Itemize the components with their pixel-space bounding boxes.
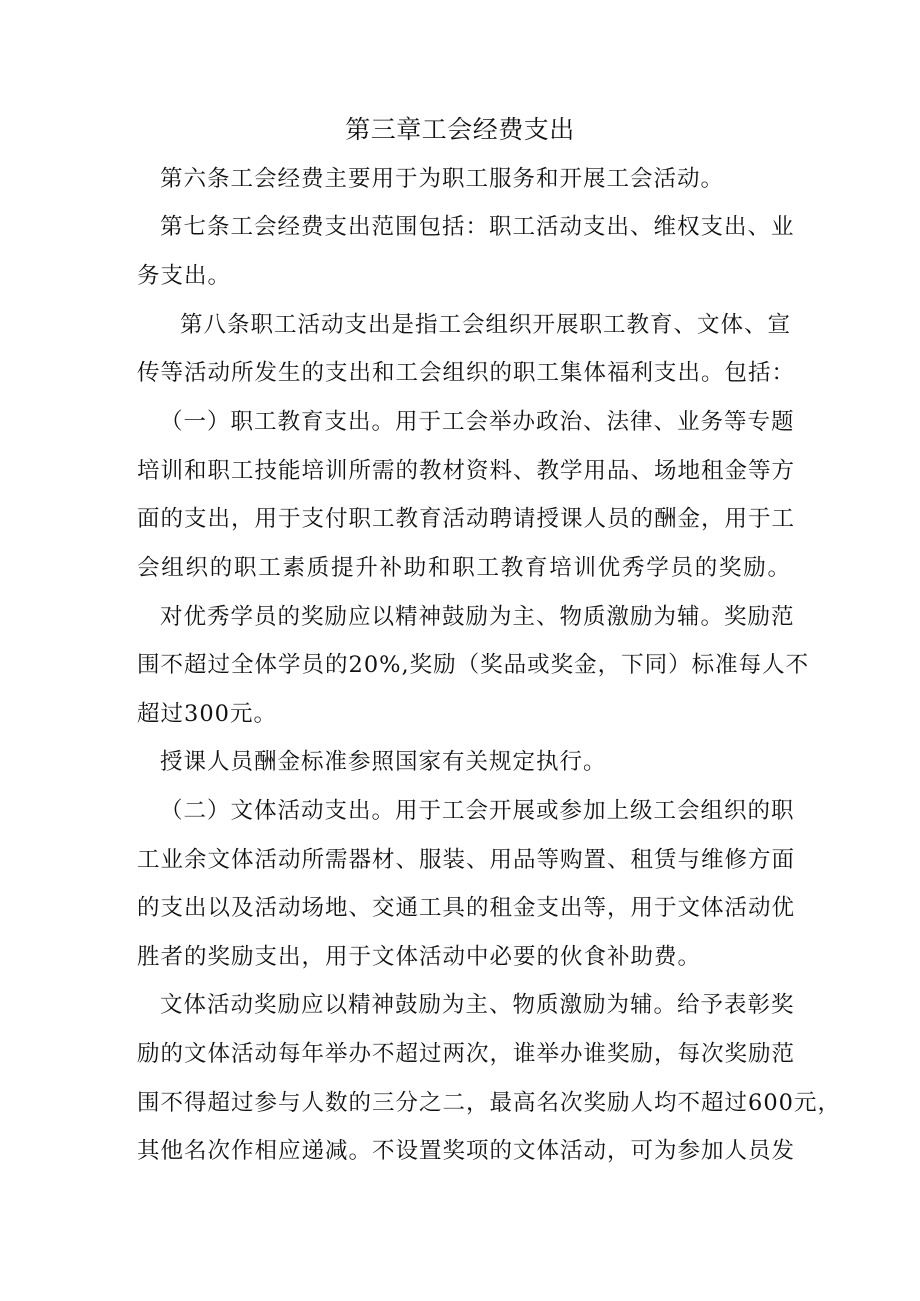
text-line: （二）文体活动支出。用于工会开展或参加上级工会组织的职 [160,798,795,824]
text-line: 第八条职工活动支出是指工会组织开展职工教育、文体、宣 [180,312,792,338]
text-line: （一）职工教育支出。用于工会举办政治、法律、业务等专题 [160,409,795,435]
chapter-title: 第三章工会经费支出 [345,115,575,144]
text-line: 对优秀学员的奖励应以精神鼓励为主、物质激励为辅。奖励范 [160,604,795,630]
text-line: 传等活动所发生的支出和工会组织的职工集体福利支出。包括： [137,360,796,386]
text-line: 超过300元。 [137,701,277,727]
text-line: 围不超过全体学员的20%,奖励（奖品或奖金，下同）标准每人不 [137,652,810,678]
text-line: 第六条工会经费主要用于为职工服务和开展工会活动。 [160,166,725,192]
text-line: 其他名次作相应递减。不设置奖项的文体活动，可为参加人员发 [137,1138,796,1164]
text-line: 工业余文体活动所需器材、服装、用品等购置、租赁与维修方面 [137,847,796,873]
text-line: 文体活动奖励应以精神鼓励为主、物质激励为辅。给予表彰奖 [160,992,795,1018]
text-line: 第七条工会经费支出范围包括：职工活动支出、维权支出、业 [160,214,795,240]
text-line: 面的支出，用于支付职工教育活动聘请授课人员的酬金，用于工 [137,506,796,532]
text-line: 围不得超过参与人数的三分之二，最高名次奖励人均不超过600元， [137,1090,841,1116]
text-line: 会组织的职工素质提升补助和职工教育培训优秀学员的奖励。 [137,555,791,581]
text-line: 胜者的奖励支出，用于文体活动中必要的伙食补助费。 [137,944,702,970]
text-line: 务支出。 [137,263,232,289]
text-line: 的支出以及活动场地、交通工具的租金支出等，用于文体活动优 [137,895,796,921]
text-line: 授课人员酬金标准参照国家有关规定执行。 [160,749,607,775]
text-line: 励的文体活动每年举办不超过两次，谁举办谁奖励，每次奖励范 [137,1041,796,1067]
text-line: 培训和职工技能培训所需的教材资料、教学用品、场地租金等方 [137,458,796,484]
